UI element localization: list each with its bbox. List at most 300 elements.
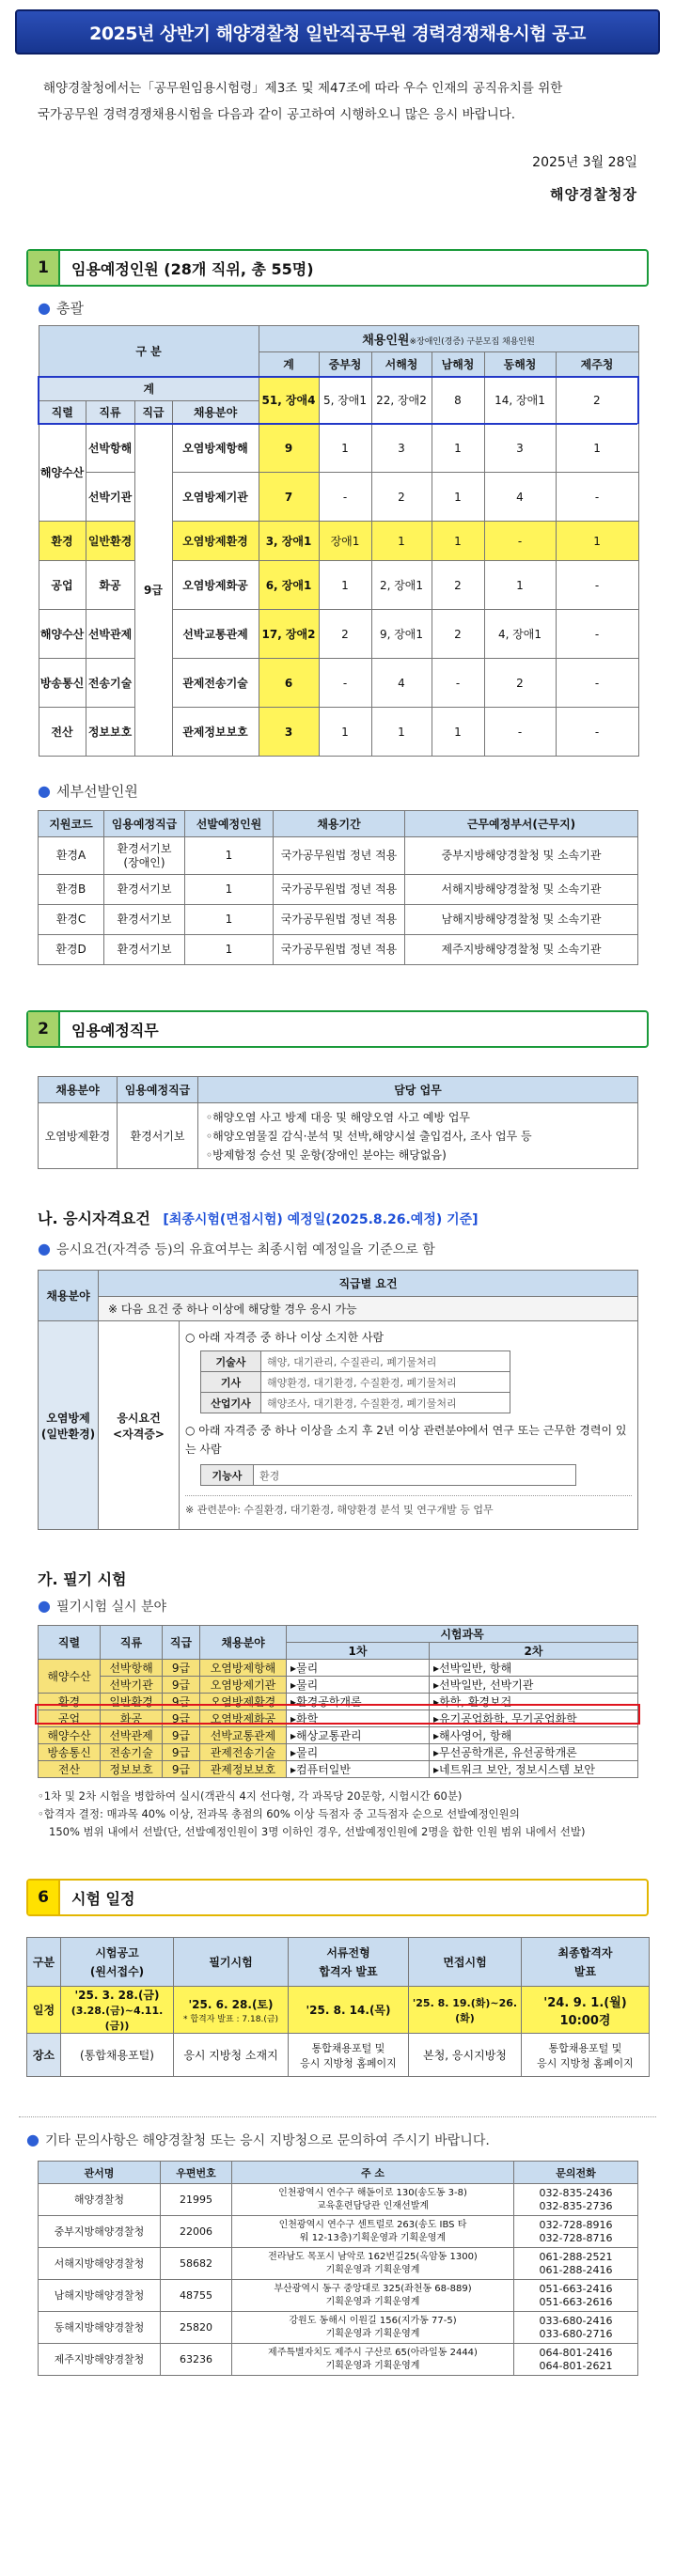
contact-cell: 48755 xyxy=(161,2280,232,2312)
row-field: 오염방제기관 xyxy=(172,473,259,522)
total-region-3: 8 xyxy=(432,377,484,424)
row-region-3: 1 xyxy=(432,424,484,473)
section-number: 6 xyxy=(28,1881,60,1914)
summary-row xyxy=(39,610,638,659)
row-jy: 선박관제 xyxy=(86,610,134,659)
written-cell: 오염방제환경 xyxy=(200,1694,287,1710)
qual-foot: ※ 관련분야: 수질환경, 대기환경, 해양환경 분석 및 연구개발 등 업무 xyxy=(185,1495,632,1517)
written-row xyxy=(39,1660,638,1677)
duty-h-work: 담당 업무 xyxy=(198,1077,638,1103)
contact-cell: 전라남도 목포시 남악로 162번길25(옥암동 1300) 기획운영과 기획운영계 xyxy=(232,2248,514,2280)
written-bullet xyxy=(38,1597,637,1616)
written-cell: 선박기관 xyxy=(101,1677,163,1694)
summary-bullet xyxy=(38,298,637,318)
written-h-subjects: 시험과목 xyxy=(287,1626,638,1643)
col-field: 채용분야 xyxy=(172,401,259,424)
qual-h-req: 직급별 요건 xyxy=(99,1271,638,1297)
row-total: 7 xyxy=(259,473,319,522)
schedule-table-wrap xyxy=(26,1937,649,2077)
section-number: 1 xyxy=(28,251,60,285)
detail-cell: 국가공무원법 정년 적용 xyxy=(274,875,405,905)
written-cell: 9급 xyxy=(163,1744,200,1761)
written-jr: 공업 xyxy=(39,1710,101,1727)
header-region-5: 제주청 xyxy=(556,352,638,377)
contact-cell: 제주지방해양경찰청 xyxy=(39,2344,161,2376)
row-region-1: - xyxy=(319,473,371,522)
written-jr: 전산 xyxy=(39,1761,101,1778)
qual-subnote: ※ 다음 요건 중 하나 이상에 해당할 경우 응시 가능 xyxy=(99,1297,638,1321)
contact-bullet-text: 기타 문의사항은 해양경찰청 또는 응시 지방청으로 문의하여 주시기 바랍니다. xyxy=(44,2133,490,2148)
row-region-3: 2 xyxy=(432,561,484,610)
summary-row xyxy=(39,473,638,522)
row-region-1: 1 xyxy=(319,424,371,473)
written-jr: 해양수산 xyxy=(39,1727,101,1744)
contact-cell: 동해지방해양경찰청 xyxy=(39,2312,161,2344)
detail-cell: 1 xyxy=(185,905,274,935)
contact-cell: 033-680-2416 033-680-2716 xyxy=(514,2312,638,2344)
written-cell: 선박항해 xyxy=(101,1660,163,1677)
written-cell: 9급 xyxy=(163,1677,200,1694)
schedule-place-3: 통합채용포털 및 응시 지방청 홈페이지 xyxy=(289,2034,409,2077)
contact-cell: 21995 xyxy=(161,2184,232,2216)
detail-cell: 남해지방해양경찰청 및 소속기관 xyxy=(405,905,638,935)
row-jr: 해양수산 xyxy=(39,610,86,659)
written-cell: ▸물리 xyxy=(287,1660,430,1677)
written-h-jy: 직류 xyxy=(101,1626,163,1660)
qual-h-field: 채용분야 xyxy=(39,1271,99,1321)
duty-grade: 환경서기보 xyxy=(118,1103,198,1169)
row-jr: 방송통신 xyxy=(39,659,86,708)
row-field: 선박교통관제 xyxy=(172,610,259,659)
schedule-place-1: (통합채용포털) xyxy=(61,2034,174,2077)
row-region-4: - xyxy=(484,708,556,757)
section-6-header xyxy=(26,1879,649,1916)
duty-h-grade: 임용예정직급 xyxy=(118,1077,198,1103)
total-region-1: 5, 장애1 xyxy=(319,377,371,424)
schedule-row-label-2: 장소 xyxy=(27,2034,61,2077)
detail-table xyxy=(38,810,638,965)
schedule-header-1: 시험공고 (원서접수) xyxy=(61,1938,174,1987)
detail-cell: 국가공무원법 정년 적용 xyxy=(274,905,405,935)
row-region-5: - xyxy=(556,561,638,610)
qual-opt-1: ○ 아래 자격증 중 하나 이상 소지한 사람 xyxy=(185,1331,385,1344)
contact-cell: 인천광역시 연수구 센트럴로 263(송도 IBS 타 워 12-13층)기획운영과 기획운영계 xyxy=(232,2216,514,2248)
header-recruit-label: 채용인원 xyxy=(362,334,410,348)
written-cell: ▸유기공업화학, 무기공업화학 xyxy=(430,1710,638,1727)
row-region-4: 4, 장애1 xyxy=(484,610,556,659)
row-region-5: 1 xyxy=(556,424,638,473)
intro-line-1: 해양경찰청에서는「공무원임용시험령」제3조 및 제47조에 따라 우수 인재의 공직유치를 위한 xyxy=(43,81,563,96)
written-cell: 오염방제항해 xyxy=(200,1660,287,1677)
qualification-note: [최종시험(면접시험) 예정일(2025.8.26.예정) 기준] xyxy=(163,1212,479,1227)
duty-table-wrap xyxy=(38,1076,637,1169)
row-region-2: 2 xyxy=(371,473,432,522)
contact-cell: 해양경찰청 xyxy=(39,2184,161,2216)
row-total: 9 xyxy=(259,424,319,473)
detail-cell: 환경서기보 xyxy=(104,875,185,905)
contact-cell: 061-288-2521 061-288-2416 xyxy=(514,2248,638,2280)
schedule-row-label: 일정 xyxy=(27,1987,61,2034)
written-jr: 방송통신 xyxy=(39,1744,101,1761)
row-region-5: - xyxy=(556,659,638,708)
contact-header-0: 관서명 xyxy=(39,2162,161,2184)
detail-label: 세부선발인원 xyxy=(55,783,138,800)
row-jr: 환경 xyxy=(39,522,86,561)
schedule-header-0: 구분 xyxy=(27,1938,61,1987)
row-region-3: 1 xyxy=(432,473,484,522)
row-jy: 전송기술 xyxy=(86,659,134,708)
row-region-3: 2 xyxy=(432,610,484,659)
written-row xyxy=(39,1727,638,1744)
row-jy: 일반환경 xyxy=(86,522,134,561)
detail-header-4: 근무예정부서(근무지) xyxy=(405,811,638,837)
contact-cell: 032-728-8916 032-728-8716 xyxy=(514,2216,638,2248)
written-cell: 오염방제기관 xyxy=(200,1677,287,1694)
contact-cell: 051-663-2416 051-663-2616 xyxy=(514,2280,638,2312)
written-row xyxy=(39,1677,638,1694)
license-table-2 xyxy=(200,1464,576,1486)
schedule-table xyxy=(26,1937,650,2077)
written-table xyxy=(38,1625,638,1778)
row-region-1: 1 xyxy=(319,561,371,610)
section-1-header xyxy=(26,249,649,287)
schedule-place-4: 본청, 응시지방청 xyxy=(409,2034,522,2077)
total-region-4: 14, 장애1 xyxy=(484,377,556,424)
row-total: 3 xyxy=(259,708,319,757)
contact-cell: 강원도 동해시 이원길 156(지가동 77-5) 기획운영과 기획운영계 xyxy=(232,2312,514,2344)
qualification-title: 나. 응시자격요건 xyxy=(38,1210,150,1227)
row-jr: 해양수산 xyxy=(39,424,86,522)
written-cell: ▸환경공학개론 xyxy=(287,1694,430,1710)
written-jr: 환경 xyxy=(39,1694,101,1710)
written-cell: 9급 xyxy=(163,1694,200,1710)
row-jy: 화공 xyxy=(86,561,134,610)
circle-bullet-icon: ● xyxy=(38,1597,51,1615)
section-title: 임용예정직무 xyxy=(71,1021,159,1039)
written-row xyxy=(39,1744,638,1761)
written-h-jr: 직렬 xyxy=(39,1626,101,1660)
row-total: 6 xyxy=(259,659,319,708)
contact-row xyxy=(39,2312,638,2344)
written-h-first: 1차 xyxy=(287,1643,430,1660)
header-gubun: 구 분 xyxy=(39,326,259,377)
header-region-3: 남해청 xyxy=(432,352,484,377)
detail-header-1: 임용예정직급 xyxy=(104,811,185,837)
row-region-1: 장애1 xyxy=(319,522,371,561)
detail-cell: 환경서기보 xyxy=(104,935,185,965)
detail-row xyxy=(39,837,638,875)
schedule-place-2: 응시 지방청 소재지 xyxy=(174,2034,289,2077)
row-grade: 9급 xyxy=(134,424,172,757)
qual-req-label: 응시요건 <자격증> xyxy=(99,1321,180,1530)
header-recruit xyxy=(259,326,638,352)
summary-row xyxy=(39,708,638,757)
summary-table xyxy=(38,325,639,757)
row-region-4: 3 xyxy=(484,424,556,473)
contact-cell: 25820 xyxy=(161,2312,232,2344)
row-region-4: 4 xyxy=(484,473,556,522)
intro-text xyxy=(38,75,637,128)
written-cell: ▸화학, 환경보건 xyxy=(430,1694,638,1710)
written-notes xyxy=(38,1788,637,1841)
contact-row xyxy=(39,2216,638,2248)
contact-bullet xyxy=(26,2131,649,2149)
detail-bullet xyxy=(38,781,637,801)
contact-header-2: 주 소 xyxy=(232,2162,514,2184)
duty-item-1: ◦해양오염 사고 방제 대응 및 해양오염 사고 예방 업무 xyxy=(206,1110,471,1124)
header-region-1: 중부청 xyxy=(319,352,371,377)
row-field: 관제정보보호 xyxy=(172,708,259,757)
written-cell: ▸네트워크 보안, 정보시스템 보안 xyxy=(430,1761,638,1778)
written-table-wrap xyxy=(38,1625,637,1778)
detail-cell: 1 xyxy=(185,875,274,905)
row-field: 관제전송기술 xyxy=(172,659,259,708)
summary-row xyxy=(39,561,638,610)
written-cell: ▸해상교통관리 xyxy=(287,1727,430,1744)
row-region-4: 2 xyxy=(484,659,556,708)
total-region-2: 22, 장애2 xyxy=(371,377,432,424)
written-note-2: ◦합격자 결정: 매과목 40% 이상, 전과목 총점의 60% 이상 득점자 중 고득점자 순으로 선발예정인원의 xyxy=(38,1807,520,1820)
detail-cell: 제주지방해양경찰청 및 소속기관 xyxy=(405,935,638,965)
detail-header-3: 채용기간 xyxy=(274,811,405,837)
header-recruit-note: ※장애인(경증) 구분모집 채용인원 xyxy=(409,337,535,347)
license-row xyxy=(201,1351,510,1372)
schedule-final xyxy=(522,1987,650,2034)
written-jr: 해양수산 xyxy=(39,1660,101,1694)
license-list: 해양, 대기관리, 수질관리, 폐기물처리 xyxy=(261,1351,510,1372)
total-outline-bottom xyxy=(38,423,637,425)
summary-row xyxy=(39,424,638,473)
contact-cell: 인천광역시 연수구 해돋이로 130(송도동 3-8) 교육훈련담당관 인재선발계 xyxy=(232,2184,514,2216)
notice-title: 2025년 상반기 해양경찰청 일반직공무원 경력경쟁채용시험 공고 xyxy=(89,23,586,44)
duty-item-2: ◦해양오염물질 감식·분석 및 선박,해양시설 출입검사, 조사 업무 등 xyxy=(206,1129,532,1143)
detail-cell: 환경서기보 (장애인) xyxy=(104,837,185,875)
circle-bullet-icon: ● xyxy=(26,2131,39,2148)
written-cell: 전송기술 xyxy=(101,1744,163,1761)
written-note-1: ◦1차 및 2차 시험을 병합하여 실시(객관식 4지 선다형, 각 과목당 20문항, 시험시간 60분) xyxy=(38,1789,463,1803)
written-cell: ▸무선공학개론, 유선공학개론 xyxy=(430,1744,638,1761)
detail-row xyxy=(39,935,638,965)
contact-cell: 서해지방해양경찰청 xyxy=(39,2248,161,2280)
contact-table xyxy=(38,2161,638,2376)
written-cell: 관제정보보호 xyxy=(200,1761,287,1778)
detail-cell: 서해지방해양경찰청 및 소속기관 xyxy=(405,875,638,905)
row-total: 3, 장애1 xyxy=(259,522,319,561)
total-sum: 51, 장애4 xyxy=(259,377,319,424)
schedule-header-5: 최종합격자 발표 xyxy=(522,1938,650,1987)
written-cell: 일반환경 xyxy=(101,1694,163,1710)
detail-cell: 1 xyxy=(185,837,274,875)
duty-list xyxy=(198,1103,638,1169)
schedule-notice xyxy=(61,1987,174,2034)
written-cell: ▸컴퓨터일반 xyxy=(287,1761,430,1778)
written-cell: 9급 xyxy=(163,1710,200,1727)
contact-cell: 22006 xyxy=(161,2216,232,2248)
section-number: 2 xyxy=(28,1012,60,1046)
row-region-2: 4 xyxy=(371,659,432,708)
col-grade: 직급 xyxy=(134,401,172,424)
contact-row xyxy=(39,2248,638,2280)
written-h-second: 2차 xyxy=(430,1643,638,1660)
written-cell: ▸물리 xyxy=(287,1677,430,1694)
row-region-5: - xyxy=(556,473,638,522)
header-region-2: 서해청 xyxy=(371,352,432,377)
detail-row xyxy=(39,905,638,935)
contact-row xyxy=(39,2344,638,2376)
detail-header-0: 지원코드 xyxy=(39,811,104,837)
row-field: 오염방제항해 xyxy=(172,424,259,473)
contact-cell: 중부지방해양경찰청 xyxy=(39,2216,161,2248)
notice-banner xyxy=(15,9,660,55)
row-region-2: 2, 장애1 xyxy=(371,561,432,610)
row-region-2: 3 xyxy=(371,424,432,473)
written-row xyxy=(39,1761,638,1778)
row-jr: 공업 xyxy=(39,561,86,610)
section-title: 임용예정인원 (28개 직위, 총 55명) xyxy=(71,259,314,278)
schedule-interview: '25. 8. 19.(화)~26.(화) xyxy=(409,1987,522,2034)
written-cell: 관제전송기술 xyxy=(200,1744,287,1761)
written-note-3: 150% 범위 내에서 선발(단, 선발예정인원이 3명 이하인 경우, 선발예정인원에 2명을 합한 인원 범위 내에서 선발) xyxy=(49,1825,586,1838)
schedule-header-2: 필기시험 xyxy=(174,1938,289,1987)
header-region-4: 동해청 xyxy=(484,352,556,377)
contact-row xyxy=(39,2280,638,2312)
written-cell: ▸화학 xyxy=(287,1710,430,1727)
row-region-3: 1 xyxy=(432,708,484,757)
license-list: 해양조사, 대기환경, 수질환경, 폐기물처리 xyxy=(261,1393,510,1413)
summary-row xyxy=(39,659,638,708)
duty-item-3: ◦방제함정 승선 및 운항(장애인 분야는 해당없음) xyxy=(206,1147,447,1162)
col-jr: 직렬 xyxy=(39,401,86,424)
schedule-header-3: 서류전형 합격자 발표 xyxy=(289,1938,409,1987)
written-cell: 9급 xyxy=(163,1727,200,1744)
written-cell: ▸선박일반, 선박기관 xyxy=(430,1677,638,1694)
schedule-notice-date: '25. 3. 28.(금) xyxy=(74,1989,160,2002)
qualification-heading xyxy=(38,1207,637,1228)
contact-cell: 58682 xyxy=(161,2248,232,2280)
written-cell: ▸선박일반, 항해 xyxy=(430,1660,638,1677)
qual-opt-2: ○ 아래 자격증 중 하나 이상을 소지 후 2년 이상 관련분야에서 연구 또는 근무한 경력이 있는 사람 xyxy=(185,1424,627,1456)
summary-label: 총괄 xyxy=(55,300,84,317)
detail-cell: 1 xyxy=(185,935,274,965)
written-cell: 9급 xyxy=(163,1660,200,1677)
qual-req-body xyxy=(180,1321,638,1530)
row-region-2: 1 xyxy=(371,522,432,561)
written-h-field: 채용분야 xyxy=(200,1626,287,1660)
row-region-1: 2 xyxy=(319,610,371,659)
row-region-4: - xyxy=(484,522,556,561)
detail-cell: 중부지방해양경찰청 및 소속기관 xyxy=(405,837,638,875)
section-2-header xyxy=(26,1010,649,1048)
row-region-1: - xyxy=(319,659,371,708)
total-outline-bottom-top xyxy=(38,376,637,378)
schedule-written-date: '25. 6. 28.(토) xyxy=(188,1997,274,2011)
section-title: 시험 일정 xyxy=(71,1889,135,1908)
row-total: 17, 장애2 xyxy=(259,610,319,659)
header-total: 계 xyxy=(259,352,319,377)
row-region-1: 1 xyxy=(319,708,371,757)
row-jy: 정보보호 xyxy=(86,708,134,757)
row-field: 오염방제환경 xyxy=(172,522,259,561)
written-cell: 화공 xyxy=(101,1710,163,1727)
row-region-5: - xyxy=(556,708,638,757)
schedule-place-5: 통합채용포털 및 응시 지방청 홈페이지 xyxy=(522,2034,650,2077)
summary-row xyxy=(39,522,638,561)
schedule-doc: '25. 8. 14.(목) xyxy=(289,1987,409,2034)
row-jy: 선박항해 xyxy=(86,424,134,473)
intro-line-2: 국가공무원 경력경쟁채용시험을 다음과 같이 공고하여 시행하오니 많은 응시 바랍니다. xyxy=(38,107,516,122)
row-jr: 전산 xyxy=(39,708,86,757)
contact-divider xyxy=(19,2116,656,2117)
schedule-written-result: * 합격자 발표 : 7.18.(금) xyxy=(182,2014,279,2024)
row-total: 6, 장애1 xyxy=(259,561,319,610)
row-region-2: 1 xyxy=(371,708,432,757)
written-cell: 9급 xyxy=(163,1761,200,1778)
contact-header-1: 우편번호 xyxy=(161,2162,232,2184)
contact-cell: 064-801-2416 064-801-2621 xyxy=(514,2344,638,2376)
detail-header-2: 선발예정인원 xyxy=(185,811,274,837)
detail-cell: 환경D xyxy=(39,935,104,965)
schedule-header-4: 면접시험 xyxy=(409,1938,522,1987)
detail-cell: 환경서기보 xyxy=(104,905,185,935)
license-row xyxy=(201,1372,510,1393)
circle-bullet-icon: ● xyxy=(38,299,51,317)
duty-h-field: 채용분야 xyxy=(39,1077,118,1103)
qualification-bullet-text: 응시요건(자격증 등)의 유효여부는 최종시험 예정일을 기준으로 함 xyxy=(55,1242,435,1257)
total-region-5: 2 xyxy=(556,377,638,424)
circle-bullet-icon: ● xyxy=(38,1240,51,1257)
contact-cell: 63236 xyxy=(161,2344,232,2376)
contact-header-3: 문의전화 xyxy=(514,2162,638,2184)
row-region-5: 1 xyxy=(556,522,638,561)
schedule-written xyxy=(174,1987,289,2034)
contact-cell: 제주특별자치도 제주시 구산로 65(아라일동 2444) 기획운영과 기획운영계 xyxy=(232,2344,514,2376)
license-list: 해양환경, 대기환경, 수질환경, 폐기물처리 xyxy=(261,1372,510,1393)
written-heading: 가. 필기 시험 xyxy=(38,1570,127,1588)
schedule-notice-range: (3.28.(금)~4.11.(금)) xyxy=(71,2005,164,2032)
detail-cell: 환경A xyxy=(39,837,104,875)
row-region-3: 1 xyxy=(432,522,484,561)
notice-org: 해양경찰청장 xyxy=(550,186,637,203)
row-region-3: - xyxy=(432,659,484,708)
license2-list: 환경 xyxy=(254,1465,576,1486)
license-name: 기술사 xyxy=(201,1351,261,1372)
written-cell: 선박교통관제 xyxy=(200,1727,287,1744)
written-cell: 정보보호 xyxy=(101,1761,163,1778)
license-row xyxy=(201,1393,510,1413)
col-jy: 직류 xyxy=(86,401,134,424)
written-cell: ▸물리 xyxy=(287,1744,430,1761)
contact-table-wrap xyxy=(38,2161,637,2376)
row-field: 오염방제화공 xyxy=(172,561,259,610)
detail-row xyxy=(39,875,638,905)
total-label: 계 xyxy=(39,377,259,401)
detail-cell: 환경B xyxy=(39,875,104,905)
detail-cell: 국가공무원법 정년 적용 xyxy=(274,935,405,965)
row-region-5: - xyxy=(556,610,638,659)
contact-cell: 032-835-2436 032-835-2736 xyxy=(514,2184,638,2216)
license2-name: 기능사 xyxy=(201,1465,254,1486)
written-cell: ▸해사영어, 항해 xyxy=(430,1727,638,1744)
written-bullet-text: 필기시험 실시 분야 xyxy=(55,1600,167,1615)
detail-table-wrap xyxy=(38,810,637,965)
duty-field: 오염방제환경 xyxy=(39,1103,118,1169)
qual-field: 오염방제 (일반환경) xyxy=(39,1321,99,1530)
written-cell: 오염방제화공 xyxy=(200,1710,287,1727)
duty-table xyxy=(38,1076,638,1169)
highlight-box xyxy=(35,1704,640,1725)
qualification-bullet xyxy=(38,1240,637,1258)
row-region-2: 9, 장애1 xyxy=(371,610,432,659)
